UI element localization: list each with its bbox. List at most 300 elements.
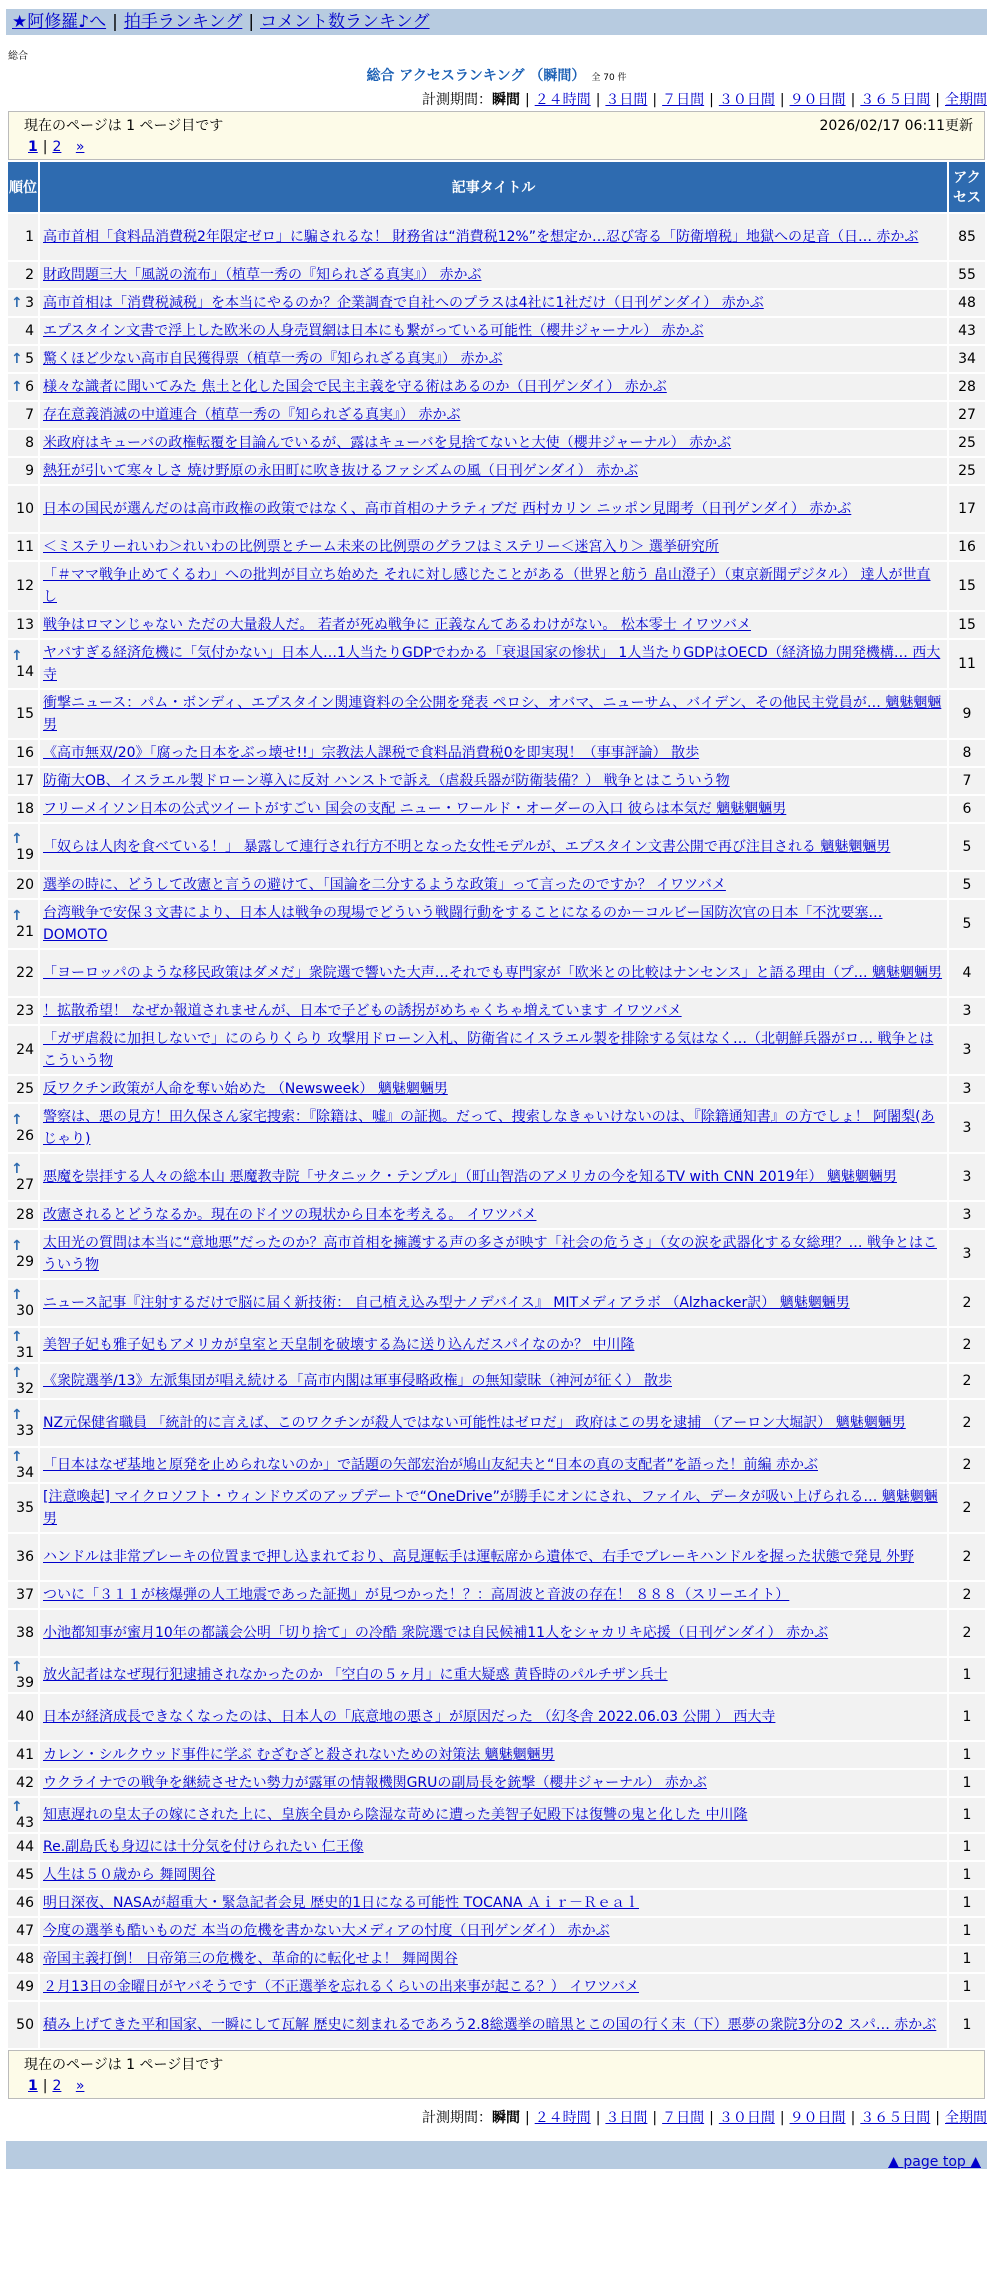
rank-cell <box>8 998 38 1024</box>
title-cell <box>40 1694 947 1740</box>
title-cell <box>40 430 947 456</box>
table-row <box>8 1918 985 1944</box>
rank-number: 43 <box>16 1815 34 1831</box>
table-row <box>8 2002 985 2048</box>
rank-up-arrow-icon: ↑ <box>11 1238 23 1254</box>
rank-number: 44 <box>16 1839 34 1855</box>
article-link[interactable]: 積み上げてきた平和国家、一瞬にして瓦解 歴史に刻まれるであろう2.8総選挙の暗黒とこの国の行く末（下）悪夢の衆院3分の2 スパ… 赤かぶ <box>43 2017 937 2033</box>
rank-number: 38 <box>16 1625 34 1641</box>
access-count: 1 <box>949 2002 985 2048</box>
table-row <box>8 214 985 260</box>
title-cell <box>40 1834 947 1860</box>
article-link[interactable]: 「奴らは人肉を食べている！」 暴露して連行され行方不明となった女性モデルが、エプスタイン文書公開で再び注目される 魑魅魍魎男 <box>43 839 891 855</box>
header-title: 記事タイトル <box>40 162 947 212</box>
table-row <box>8 1154 985 1200</box>
article-link[interactable]: 防衛大OB、イスラエル製ドローン導入に反対 ハンストで訴え（虐殺兵器が防衛装備？） 戦争とはこういう物 <box>43 773 730 789</box>
rank-cell <box>8 768 38 794</box>
access-count: 48 <box>949 290 985 316</box>
article-link[interactable]: 知恵遅れの皇太子の嫁にされた上に、皇族全員から陰湿な苛めに遭った美智子妃殿下は復讐の鬼と化した 中川隆 <box>43 1807 748 1823</box>
title-cell <box>40 1104 947 1152</box>
period-3d-link-bottom[interactable]: ３日間 <box>605 2110 648 2126</box>
rank-number: 5 <box>25 351 34 367</box>
rank-up-arrow-icon: ↑ <box>11 908 23 924</box>
table-row <box>8 318 985 344</box>
title-cell <box>40 486 947 532</box>
title-cell <box>40 1742 947 1768</box>
article-link[interactable]: 戦争はロマンじゃない ただの大量殺人だ。 若者が死ぬ戦争に 正義なんてあるわけがない。 松本零士 イワツバメ <box>43 617 751 633</box>
page-info-bottom <box>8 2050 985 2099</box>
rank-cell <box>8 872 38 898</box>
rank-number: 31 <box>16 1345 34 1361</box>
article-link[interactable]: ＜ミステリーれいわ＞れいわの比例票とチーム未来の比例票のグラフはミステリー＜迷宮入り＞ 選挙研究所 <box>43 539 719 555</box>
rank-number: 30 <box>16 1303 34 1319</box>
rank-cell <box>8 458 38 484</box>
access-count: 43 <box>949 318 985 344</box>
access-count: 1 <box>949 1694 985 1740</box>
rank-number: 47 <box>16 1923 34 1939</box>
title-cell <box>40 1076 947 1102</box>
rank-number: 35 <box>16 1500 34 1516</box>
article-link[interactable]: カレン・シルクウッド事件に学ぶ むざむざと殺されないための対策法 魑魅魍魎男 <box>43 1747 555 1763</box>
article-link[interactable]: 財政問題三大「風説の流布」（植草一秀の『知られざる真実』） 赤かぶ <box>43 267 482 283</box>
rank-up-arrow-icon: ↑ <box>11 648 23 664</box>
rank-number: 46 <box>16 1895 34 1911</box>
rank-cell <box>8 1484 38 1532</box>
title-cell <box>40 534 947 560</box>
rank-number: 15 <box>16 706 34 722</box>
title-cell <box>40 796 947 822</box>
article-link[interactable]: 明日深夜、NASAが超重大・緊急記者会見 歴史的1日になる可能性 TOCANA Ａｉｒ－Ｒｅａｌ <box>43 1895 640 1911</box>
title-cell <box>40 1364 947 1398</box>
article-link[interactable]: 「ヨーロッパのような移民政策はダメだ」衆院選で響いた大声…それでも専門家が「欧米との比較はナンセンス」と語る理由（プ… 魑魅魍魎男 <box>43 965 943 981</box>
rank-up-arrow-icon: ↑ <box>11 1365 23 1381</box>
title-cell <box>40 318 947 344</box>
article-link[interactable]: ハンドルは非常ブレーキの位置まで押し込まれており、高見運転手は運転席から遺体で、右手でブレーキハンドルを握った状態で発見 外野 <box>43 1549 915 1565</box>
access-count: 3 <box>949 1202 985 1228</box>
rank-number: 41 <box>16 1747 34 1763</box>
page-1-link[interactable]: 1 <box>28 139 38 155</box>
rank-cell <box>8 1104 38 1152</box>
table-row <box>8 290 985 316</box>
article-link[interactable]: [注意喚起] マイクロソフト・ウィンドウズのアップデートで“OneDrive”が勝手にオンにされ、ファイル、データが吸い上げられる… 魑魅魍魎男 <box>43 1489 938 1527</box>
table-row <box>8 1862 985 1888</box>
title-cell <box>40 1400 947 1446</box>
rank-number: 17 <box>16 773 34 789</box>
rank-number: 27 <box>16 1177 34 1193</box>
next-page-link-bottom[interactable]: » <box>75 2078 85 2094</box>
rank-up-arrow-icon: ↑ <box>11 1329 23 1345</box>
table-row <box>8 346 985 372</box>
rank-number: 39 <box>16 1675 34 1691</box>
access-count: 2 <box>949 1582 985 1608</box>
access-count: 2 <box>949 1364 985 1398</box>
article-link[interactable]: 放火記者はなぜ現行犯逮捕されなかったのか 「空白の５ヶ月」に重大疑惑 黄昏時のパルチザン兵士 <box>43 1667 668 1683</box>
article-link[interactable]: ２月13日の金曜日がヤバそうです（不正選挙を忘れるくらいの出来事が起こる？） イワツバメ <box>43 1979 639 1995</box>
rank-number: 45 <box>16 1867 34 1883</box>
article-link[interactable]: 「ガザ虐殺に加担しないで」にのらりくらり 攻撃用ドローン入札、防衛省にイスラエル製を排除する気はなく…（北朝鮮兵器がロ… 戦争とはこういう物 <box>43 1031 934 1069</box>
rank-cell <box>8 1946 38 1972</box>
rank-cell <box>8 612 38 638</box>
rank-cell <box>8 740 38 766</box>
title-cell <box>40 1534 947 1580</box>
access-count: 1 <box>949 1834 985 1860</box>
rank-cell <box>8 1534 38 1580</box>
table-row <box>8 1798 985 1832</box>
rank-cell <box>8 900 38 948</box>
rank-cell <box>8 1026 38 1074</box>
rank-number: 22 <box>16 965 34 981</box>
table-row <box>8 768 985 794</box>
access-count: 1 <box>949 1862 985 1888</box>
article-link[interactable]: ヤバすぎる経済危機に「気付かない」日本人…1人当たりGDPでわかる「衰退国家の惨状」 1人当たりGDPはOECD（経済協力開発機構… 西大寺 <box>43 645 941 683</box>
article-link[interactable]: 選挙の時に、どうして改憲と言うの避けて、「国論を二分するような政策」って言ったのですか？ イワツバメ <box>43 877 726 893</box>
rank-number: 32 <box>16 1381 34 1397</box>
article-link[interactable]: ウクライナでの戦争を継続させたい勢力が露軍の情報機関GRUの副局長を銃撃（櫻井ジャーナル） 赤かぶ <box>43 1775 707 1791</box>
article-link[interactable]: エプスタイン文書で浮上した欧米の人身売買網は日本にも繋がっている可能性（櫻井ジャーナル） 赤かぶ <box>43 323 704 339</box>
rank-number: 42 <box>16 1775 34 1791</box>
period-90d-link[interactable]: ９０日間 <box>789 92 846 108</box>
asyura-home-link[interactable]: ★阿修羅♪へ <box>12 12 107 32</box>
article-link[interactable]: ニュース記事『注射するだけで脳に届く新技術： 自己植え込み型ナノデバイス』 MITメディアラボ （Alzhacker訳） 魑魅魍魎男 <box>43 1295 850 1311</box>
category-label: 総合 <box>8 51 28 62</box>
title-cell <box>40 214 947 260</box>
table-row <box>8 640 985 688</box>
pagination-bottom: 1 | 2 » <box>28 2078 85 2094</box>
period-365d-link[interactable]: ３６５日間 <box>860 92 931 108</box>
article-link[interactable]: 「日本はなぜ基地と原発を止められないのか」で話題の矢部宏治が鳩山友紀夫と“日本の真の支配者”を語った！前編 赤かぶ <box>43 1457 818 1473</box>
article-link[interactable]: ついに「３１１が核爆弾の人工地震であった証拠」が見つかった！？：高周波と音波の存在！ ８８８（スリーエイト） <box>43 1587 790 1603</box>
article-link[interactable]: 人生は５０歳から 舞岡関谷 <box>43 1867 216 1883</box>
title-cell <box>40 290 947 316</box>
period-all-link[interactable]: 全期間 <box>945 92 987 108</box>
title-cell <box>40 1974 947 2000</box>
rank-cell <box>8 1834 38 1860</box>
rank-cell <box>8 640 38 688</box>
title-cell <box>40 872 947 898</box>
rank-cell <box>8 1694 38 1740</box>
article-link[interactable]: 衝撃ニュース：パム・ボンディ、エプスタイン関連資料の全公開を発表 ペロシ、オバマ、ニューサム、バイデン、その他民主党員が… 魑魅魍魎男 <box>43 695 942 733</box>
table-row <box>8 1770 985 1796</box>
page-2-link-bottom[interactable]: 2 <box>52 2078 62 2094</box>
rank-number: 24 <box>16 1042 34 1058</box>
rank-number: 19 <box>16 847 34 863</box>
access-count: 16 <box>949 534 985 560</box>
table-row <box>8 1890 985 1916</box>
rank-number: 33 <box>16 1423 34 1439</box>
rank-up-arrow-icon: ↑ <box>11 295 23 311</box>
title-cell <box>40 690 947 738</box>
article-link[interactable]: NZ元保健省職員 「統計的に言えば、このワクチンが殺人ではない可能性はゼロだ」 政府はこの男を逮捕 （アーロン大堀訳） 魑魅魍魎男 <box>43 1415 906 1431</box>
access-count: 2 <box>949 1610 985 1656</box>
article-link[interactable]: フリーメイソン日本の公式ツイートがすごい 国会の支配 ニュー・ワールド・オーダーの入口 彼らは本気だ 魑魅魍魎男 <box>43 801 787 817</box>
title-cell <box>40 1798 947 1832</box>
rank-cell <box>8 1974 38 2000</box>
table-row <box>8 1534 985 1580</box>
period-label: 計測期間： <box>421 92 492 108</box>
comment-ranking-link[interactable]: コメント数ランキング <box>260 12 430 32</box>
access-count: 1 <box>949 1974 985 2000</box>
article-link[interactable]: 米政府はキューバの政権転覆を目論んでいるが、露はキューバを見捨てないと大使（櫻井ジャーナル） 赤かぶ <box>43 435 732 451</box>
rank-cell <box>8 290 38 316</box>
access-count: 1 <box>949 1946 985 1972</box>
table-row <box>8 1448 985 1482</box>
table-row <box>8 1610 985 1656</box>
article-link[interactable]: 今度の選挙も酷いものだ 本当の危機を書かない大メディアの忖度（日刊ゲンダイ） 赤かぶ <box>43 1923 610 1939</box>
article-link[interactable]: 反ワクチン政策が人命を奪い始めた （Newsweek） 魑魅魍魎男 <box>43 1081 448 1097</box>
rank-number: 36 <box>16 1549 34 1565</box>
title-cell <box>40 1582 947 1608</box>
article-link[interactable]: 《衆院選挙/13》左派集団が唱え続ける「高市内閣は軍事侵略政権」の無知蒙昧（神河が征く） 散歩 <box>43 1373 672 1389</box>
article-link[interactable]: 台湾戦争で安保３文書により、日本人は戦争の現場でどういう戦闘行動をすることになるのか－コルビー国防次官の日本「不沈要塞… DOMOTO <box>43 905 883 943</box>
article-link[interactable]: 帝国主義打倒！ 日帝第三の危機を、革命的に転化せよ！ 舞岡関谷 <box>43 1951 458 1967</box>
period-90d-link-bottom[interactable]: ９０日間 <box>789 2110 846 2126</box>
period-all-link-bottom[interactable]: 全期間 <box>945 2110 987 2126</box>
rank-up-arrow-icon: ↑ <box>11 351 23 367</box>
rank-up-arrow-icon: ↑ <box>11 1112 23 1128</box>
title-cell <box>40 1448 947 1482</box>
period-365d-link-bottom[interactable]: ３６５日間 <box>860 2110 931 2126</box>
article-link[interactable]: 小池都知事が蜜月10年の都議会公明「切り捨て」の冷酷 衆院選では自民候補11人をシャカリキ応援（日刊ゲンダイ） 赤かぶ <box>43 1625 829 1641</box>
rank-cell <box>8 1448 38 1482</box>
access-count: 25 <box>949 430 985 456</box>
article-link[interactable]: 《高市無双/20》「腐った日本をぶっ壊せ!!」宗教法人課税で食料品消費税0を即実現！（事事評論） 散歩 <box>43 745 700 761</box>
rank-cell <box>8 1328 38 1362</box>
current-page-text-bottom: 現在のページは 1 ページ目です <box>24 2057 224 2073</box>
access-count: 25 <box>949 458 985 484</box>
rank-cell <box>8 346 38 372</box>
rank-cell <box>8 1230 38 1278</box>
access-count: 1 <box>949 1918 985 1944</box>
rank-up-arrow-icon: ↑ <box>11 1287 23 1303</box>
article-link[interactable]: 改憲されるとどうなるか。現在のドイツの現状から日本を考える。 イワツバメ <box>43 1207 537 1223</box>
article-link[interactable]: 警察は、悪の見方！田久保さん家宅捜索：『除籍は、嘘』の証拠。だって、捜索しなきゃいけないのは、『除籍通知書』の方でしょ！ 阿闍梨(あじゃり) <box>43 1109 935 1147</box>
article-link[interactable]: 様々な識者に聞いてみた 焦土と化した国会で民主主義を守る術はあるのか（日刊ゲンダイ） 赤かぶ <box>43 379 667 395</box>
article-link[interactable]: 高市首相は「消費税減税」を本当にやるのか？企業調査で自社へのプラスは4社に1社だけ（日刊ゲンダイ） 赤かぶ <box>43 295 764 311</box>
period-30d-link-bottom[interactable]: ３０日間 <box>718 2110 775 2126</box>
rank-cell <box>8 1742 38 1768</box>
access-count: 3 <box>949 1104 985 1152</box>
rank-cell <box>8 374 38 400</box>
clap-ranking-link[interactable]: 拍手ランキング <box>123 12 243 32</box>
title-cell <box>40 740 947 766</box>
rank-cell <box>8 1658 38 1692</box>
rank-cell <box>8 1862 38 1888</box>
rank-cell <box>8 402 38 428</box>
title-cell <box>40 2002 947 2048</box>
rank-number: 2 <box>25 267 34 283</box>
article-link[interactable]: 熱狂が引いて寒々しさ 焼け野原の永田町に吹き抜けるファシズムの風（日刊ゲンダイ） 赤かぶ <box>43 463 639 479</box>
title-cell <box>40 640 947 688</box>
header-rank: 順位 <box>8 162 38 212</box>
access-count: 11 <box>949 640 985 688</box>
access-count: 7 <box>949 768 985 794</box>
access-count: 2 <box>949 1448 985 1482</box>
title-cell <box>40 402 947 428</box>
table-row <box>8 562 985 610</box>
table-row <box>8 402 985 428</box>
access-count: 6 <box>949 796 985 822</box>
article-link[interactable]: 美智子妃も雅子妃もアメリカが皇室と天皇制を破壊する為に送り込んだスパイなのか？ 中川隆 <box>43 1337 635 1353</box>
title-cell <box>40 824 947 870</box>
article-link[interactable]: 悪魔を崇拝する人々の総本山 悪魔教寺院「サタニック・テンプル」（町山智浩のアメリカの今を知るTV with CNN 2019年） 魑魅魍魎男 <box>43 1169 897 1185</box>
rank-number: 37 <box>16 1587 34 1603</box>
page-top-link[interactable]: ▲ page top ▲ <box>888 2154 981 2170</box>
access-count: 5 <box>949 824 985 870</box>
period-24h-link[interactable]: ２４時間 <box>534 92 591 108</box>
rank-number: 40 <box>16 1709 34 1725</box>
table-row <box>8 1834 985 1860</box>
table-row <box>8 1364 985 1398</box>
rank-up-arrow-icon: ↑ <box>11 379 23 395</box>
rank-up-arrow-icon: ↑ <box>11 1659 23 1675</box>
title-cell <box>40 1280 947 1326</box>
title-cell <box>40 1026 947 1074</box>
rank-number: 18 <box>16 801 34 817</box>
rank-number: 6 <box>25 379 34 395</box>
page-1-link-bottom[interactable]: 1 <box>28 2078 38 2094</box>
period-selector: 計測期間：瞬間 | ２４時間 | ３日間 | ７日間 | ３０日間 | ９０日間 | ３６５日間 | 全期間 <box>421 92 987 108</box>
access-count: 1 <box>949 1742 985 1768</box>
article-link[interactable]: 存在意義消滅の中道連合（植草一秀の『知られざる真実』） 赤かぶ <box>43 407 461 423</box>
table-row <box>8 872 985 898</box>
rank-number: 3 <box>25 295 34 311</box>
rank-number: 9 <box>25 463 34 479</box>
article-link[interactable]: 「＃ママ戦争止めてくるわ」への批判が目立ち始めた それに対し感じたことがある（世界と舫う 畠山澄子）（東京新聞デジタル） 達人が世直し <box>43 567 931 605</box>
rank-number: 34 <box>16 1465 34 1481</box>
article-link[interactable]: 高市首相「食料品消費税2年限定ゼロ」に騙されるな！ 財務省は“消費税12%”を想定か…忍び寄る「防衛増税」地獄への足音（日… 赤かぶ <box>43 229 919 245</box>
table-row <box>8 1484 985 1532</box>
table-row <box>8 1280 985 1326</box>
bottom-bar <box>6 2141 987 2169</box>
rank-cell <box>8 534 38 560</box>
rank-cell <box>8 262 38 288</box>
article-link[interactable]: 日本の国民が選んだのは高市政権の政策ではなく、高市首相のナラティブだ 西村カリン ニッポン見聞考（日刊ゲンダイ） 赤かぶ <box>43 501 852 517</box>
page-title <box>6 65 987 85</box>
period-24h-link-bottom[interactable]: ２４時間 <box>534 2110 591 2126</box>
title-cell <box>40 1770 947 1796</box>
rank-number: 20 <box>16 877 34 893</box>
table-row <box>8 1104 985 1152</box>
rank-cell <box>8 1202 38 1228</box>
pagination-top: 1 | 2 » <box>28 139 85 155</box>
rank-up-arrow-icon: ↑ <box>11 1161 23 1177</box>
rank-number: 26 <box>16 1128 34 1144</box>
rank-number: 12 <box>16 578 34 594</box>
rank-cell <box>8 1798 38 1832</box>
rank-cell <box>8 430 38 456</box>
access-count: 2 <box>949 1328 985 1362</box>
table-row <box>8 1328 985 1362</box>
title-cell <box>40 562 947 610</box>
page-info-top <box>8 111 985 160</box>
table-row <box>8 458 985 484</box>
table-row <box>8 950 985 996</box>
rank-cell <box>8 796 38 822</box>
rank-up-arrow-icon: ↑ <box>11 1449 23 1465</box>
rank-cell <box>8 1364 38 1398</box>
rank-number: 10 <box>16 501 34 517</box>
access-count: 15 <box>949 562 985 610</box>
total-count: 全 70 件 <box>591 73 627 83</box>
title-cell <box>40 1862 947 1888</box>
period-7d-link-bottom[interactable]: ７日間 <box>662 2110 705 2126</box>
access-count: 15 <box>949 612 985 638</box>
title-cell <box>40 262 947 288</box>
rank-cell <box>8 1280 38 1326</box>
access-count: 1 <box>949 1770 985 1796</box>
access-count: 4 <box>949 950 985 996</box>
rank-number: 13 <box>16 617 34 633</box>
rank-number: 1 <box>25 229 34 245</box>
table-row <box>8 486 985 532</box>
rank-cell <box>8 214 38 260</box>
article-link[interactable]: ！拡散希望！ なぜか報道されませんが、日本で子どもの誘拐がめちゃくちゃ増えています イワツバメ <box>43 1003 682 1019</box>
next-page-link[interactable]: » <box>75 139 85 155</box>
table-row <box>8 1202 985 1228</box>
ranking-table <box>6 109 987 2101</box>
article-link[interactable]: Re.副島氏も身辺には十分気を付けられたい 仁王像 <box>43 1839 364 1855</box>
access-count: 2 <box>949 1280 985 1326</box>
rank-number: 16 <box>16 745 34 761</box>
rank-number: 7 <box>25 407 34 423</box>
access-count: 27 <box>949 402 985 428</box>
rank-number: 8 <box>25 435 34 451</box>
access-count: 5 <box>949 900 985 948</box>
access-count: 5 <box>949 872 985 898</box>
table-row <box>8 824 985 870</box>
rank-number: 14 <box>16 664 34 680</box>
article-link[interactable]: 日本が経済成長できなくなったのは、日本人の「底意地の悪さ」が原因だった （幻冬舎 2022.06.03 公開 ） 西大寺 <box>43 1709 776 1725</box>
rank-number: 21 <box>16 924 34 940</box>
rank-number: 48 <box>16 1951 34 1967</box>
table-row <box>8 740 985 766</box>
access-count: 9 <box>949 690 985 738</box>
rank-number: 49 <box>16 1979 34 1995</box>
title-cell <box>40 458 947 484</box>
rank-up-arrow-icon: ↑ <box>11 1799 23 1815</box>
rank-cell <box>8 690 38 738</box>
article-link[interactable]: 太田光の質問は本当に“意地悪”だったのか？高市首相を擁護する声の多さが映す「社会の危うさ」（女の涙を武器化する女総理？… 戦争とはこういう物 <box>43 1235 937 1273</box>
updated-time: 2026/02/17 06:11更新 <box>819 118 973 134</box>
title-cell <box>40 1328 947 1362</box>
table-row <box>8 900 985 948</box>
access-count: 2 <box>949 1484 985 1532</box>
table-row <box>8 1974 985 2000</box>
access-count: 1 <box>949 1798 985 1832</box>
access-count: 17 <box>949 486 985 532</box>
rank-cell <box>8 2002 38 2048</box>
rank-cell <box>8 1890 38 1916</box>
rank-cell <box>8 318 38 344</box>
table-row <box>8 1742 985 1768</box>
article-link[interactable]: 驚くほど少ない高市自民獲得票（植草一秀の『知られざる真実』） 赤かぶ <box>43 351 503 367</box>
period-30d-link[interactable]: ３０日間 <box>718 92 775 108</box>
access-count: 55 <box>949 262 985 288</box>
title-cell <box>40 374 947 400</box>
access-count: 3 <box>949 998 985 1024</box>
period-7d-link[interactable]: ７日間 <box>662 92 705 108</box>
table-row <box>8 1694 985 1740</box>
rank-number: 11 <box>16 539 34 555</box>
rank-number: 4 <box>25 323 34 339</box>
page-title-text: 総合 アクセスランキング （瞬間） <box>366 68 586 84</box>
current-page-text: 現在のページは 1 ページ目です <box>24 118 224 134</box>
period-3d-link[interactable]: ３日間 <box>605 92 648 108</box>
page-2-link[interactable]: 2 <box>52 139 62 155</box>
rank-cell <box>8 1076 38 1102</box>
rank-number: 28 <box>16 1207 34 1223</box>
rank-cell <box>8 1770 38 1796</box>
